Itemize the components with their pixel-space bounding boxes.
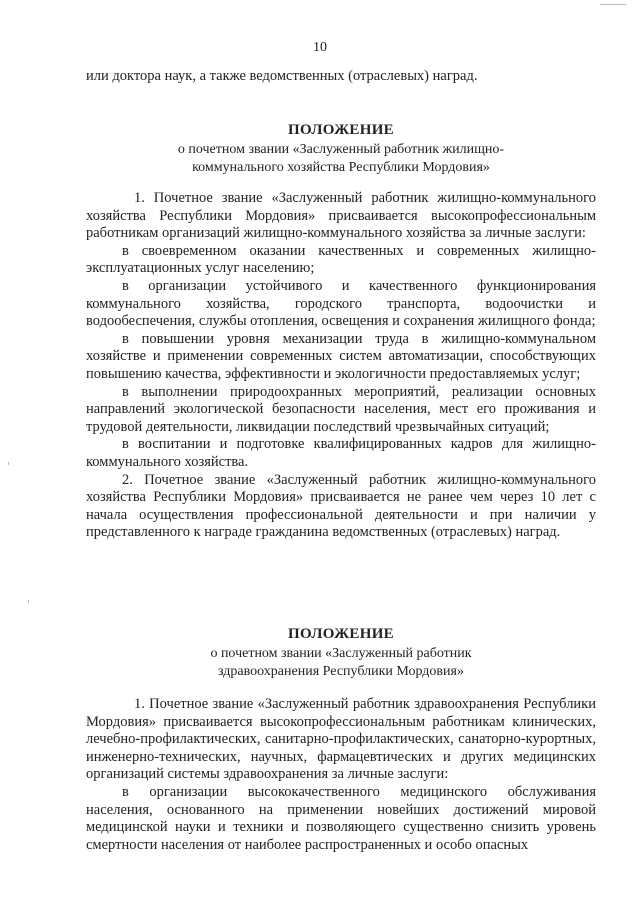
section-subtitle: здравоохранения Республики Мордовия»	[218, 664, 464, 679]
page-number: 10	[313, 40, 327, 55]
section-title: ПОЛОЖЕНИЕ	[288, 626, 394, 642]
paragraph: в организации устойчивого и качественного функционирования коммунального хозяйства, городского транспорта, водоочистки и водообеспечения, службы отопления, освещения и сохранения жилищного фонда;	[86, 277, 596, 330]
section-subtitle: о почетном звании «Заслуженный работник жилищно-	[177, 142, 505, 157]
paragraph: в своевременном оказании качественных и современных жилищно-эксплуатационных услуг населению;	[86, 242, 596, 277]
paragraph: 1. Почетное звание «Заслуженный работник жилищно-коммунального хозяйства Республики Мордовия» присваивается высокопрофессиональным работникам организаций жилищно-коммунального хозяйства за личные заслуги:	[86, 190, 596, 242]
paragraph: в воспитании и подготовке квалифицированных кадров для жилищно-коммунального хозяйства.	[86, 436, 596, 470]
paragraph: в повышении уровня механизации труда в жилищно-коммунальном хозяйстве и применении современных систем автоматизации, способствующих повышению качества, эффективности и экологичности предоставляемых услуг;	[86, 330, 596, 382]
section-body-2	[86, 696, 596, 854]
section-subtitle: о почетном звании «Заслуженный работник	[210, 646, 472, 661]
paragraph: 1. Почетное звание «Заслуженный работник здравоохранения Республики Мордовия» присваивается высокопрофессиональным работникам клинических, лечебно-профилактических, санитарно-профилактических, санаторно-курортных, инженерно-технических, научных, фармацевтических и других медицинских организаций системы здравоохранения за личные заслуги:	[86, 696, 596, 783]
scan-margin-mark	[8, 462, 9, 465]
section-title: ПОЛОЖЕНИЕ	[288, 122, 394, 138]
scan-margin-mark	[28, 600, 29, 603]
paragraph: 2. Почетное звание «Заслуженный работник жилищно-коммунального хозяйства Республики Мордовия» присваивается не ранее чем через 10 лет с начала осуществления профессиональной деятельности и при наличии у представленного к награде гражданина ведомственных (отраслевых) наград.	[86, 471, 596, 541]
section-header-1	[86, 122, 596, 177]
intro-line: или доктора наук, а также ведомственных (отраслевых) наград.	[86, 68, 478, 84]
paragraph: в организации высококачественного медицинского обслуживания населения, основанного на применении новейших достижений мировой медицинской науки и техники и позволяющего существенно снизить уровень смертности населения от наиболее распространенных и особо опасных	[86, 783, 596, 853]
section-header-2	[86, 626, 596, 681]
section-subtitle: коммунального хозяйства Республики Мордовия»	[192, 160, 490, 175]
scan-artifact-line	[600, 4, 626, 5]
paragraph: в выполнении природоохранных мероприятий, реализации основных направлений экологической безопасности населения, мест его проживания и трудовой деятельности, ликвидации последствий чрезвычайных ситуаций;	[86, 383, 596, 435]
section-body-1	[86, 190, 596, 542]
